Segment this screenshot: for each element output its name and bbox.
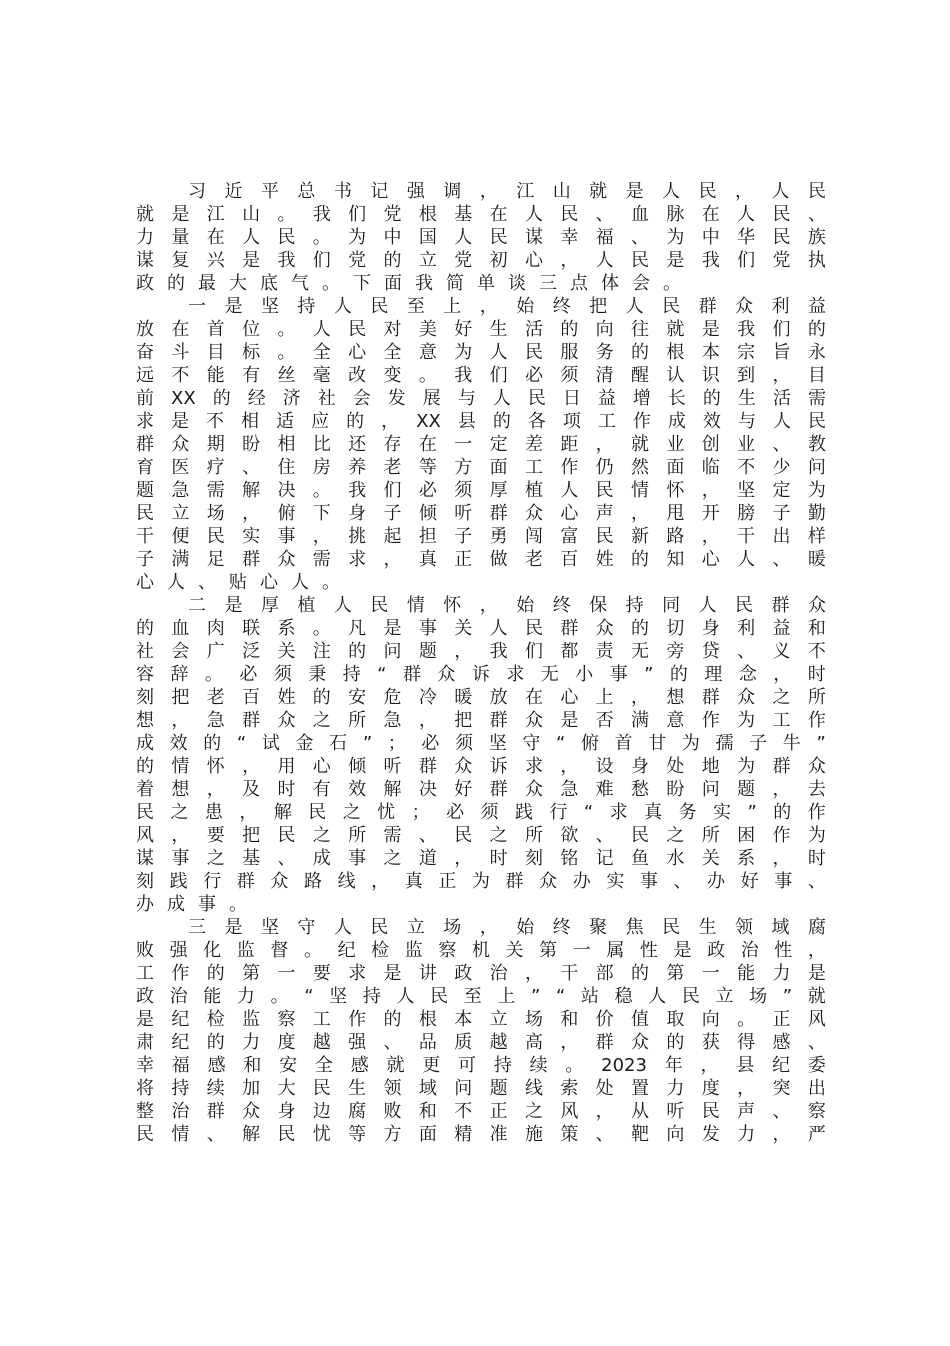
text-line: 败 强 化 监 督 。 纪 检 监 察 机 关 第 一 属 性 是 政 治 性 ， (136, 940, 826, 961)
text-line: 力 量 在 人 民 。 为 中 国 人 民 谋 幸 福 、 为 中 华 民 族 (136, 227, 826, 248)
text-line: 风 ， 要 把 民 之 所 需 、 民 之 所 欲 、 民 之 所 困 作 为 (136, 825, 826, 846)
text-line: 二 是 厚 植 人 民 情 怀 ， 始 终 保 持 同 人 民 群 众 (188, 595, 826, 616)
text-line: 民 立 场 ， 俯 下 身 子 倾 听 群 众 心 声 ， 甩 开 膀 子 勤 (136, 503, 826, 524)
text-line: 办 成 事 。 (136, 894, 247, 915)
document-body (136, 180, 826, 1146)
text-line: 肃 纪 的 力 度 越 强 、 品 质 越 高 ， 群 众 的 获 得 感 、 (136, 1032, 826, 1053)
text-line: 社 会 广 泛 关 注 的 问 题 ， 我 们 都 责 无 旁 贷 、 义 不 (136, 641, 826, 662)
text-line: 工 作 的 第 一 要 求 是 讲 政 治 ， 干 部 的 第 一 能 力 是 (136, 963, 826, 984)
text-line: 刻 践 行 群 众 路 线 ， 真 正 为 群 众 办 实 事 、 办 好 事 、 (136, 871, 826, 892)
text-line: 着 想 ， 及 时 有 效 解 决 好 群 众 急 难 愁 盼 问 题 ， 去 (136, 779, 826, 800)
text-line: 一 是 坚 持 人 民 至 上 ， 始 终 把 人 民 群 众 利 益 (188, 296, 826, 317)
text-line: 成 效 的 “ 试 金 石 ” ； 必 须 坚 守 “ 俯 首 甘 为 孺 子 牛 ” (136, 733, 826, 754)
text-line: 容 辞 。 必 须 秉 持 “ 群 众 诉 求 无 小 事 ” 的 理 念 ， 时 (136, 664, 826, 685)
text-line: 想 ， 急 群 众 之 所 急 ， 把 群 众 是 否 满 意 作 为 工 作 (136, 710, 826, 731)
text-line: 三 是 坚 守 人 民 立 场 ， 始 终 聚 焦 民 生 领 域 腐 (188, 917, 826, 938)
text-line: 谋 复 兴 是 我 们 党 的 立 党 初 心 ， 人 民 是 我 们 党 执 (136, 250, 826, 271)
text-line: 刻 把 老 百 姓 的 安 危 冷 暖 放 在 心 上 ， 想 群 众 之 所 (136, 687, 826, 708)
text-line: 远 不 能 有 丝 毫 改 变 。 我 们 必 须 清 醒 认 识 到 ， 目 (136, 365, 826, 386)
text-line: 民 之 患 ， 解 民 之 忧 ； 必 须 践 行 “ 求 真 务 实 ” 的 作 (136, 802, 826, 823)
text-line: 子 满 足 群 众 需 求 ， 真 正 做 老 百 姓 的 知 心 人 、 暖 (136, 549, 826, 570)
text-line: 谋 事 之 基 、 成 事 之 道 ， 时 刻 铭 记 鱼 水 关 系 ， 时 (136, 848, 826, 869)
text-line: 习 近 平 总 书 记 强 调 ， 江 山 就 是 人 民 ， 人 民 (188, 181, 826, 202)
text-line: 题 急 需 解 决 。 我 们 必 须 厚 植 人 民 情 怀 ， 坚 定 为 (136, 480, 826, 501)
text-line: 幸 福 感 和 安 全 感 就 更 可 持 续 。 2023 年 ， 县 纪 委 (136, 1055, 826, 1076)
text-line: 就 是 江 山 。 我 们 党 根 基 在 人 民 、 血 脉 在 人 民 、 (136, 204, 826, 225)
text-line: 前 XX 的 经 济 社 会 发 展 与 人 民 日 益 增 长 的 生 活 需 (136, 388, 826, 409)
text-line: 求 是 不 相 适 应 的 ， XX 县 的 各 项 工 作 成 效 与 人 民 (136, 411, 826, 432)
text-line: 心 人 、 贴 心 人 。 (136, 572, 340, 593)
text-line: 政 治 能 力 。 “ 坚 持 人 民 至 上 ” “ 站 稳 人 民 立 场 ” 就 (136, 986, 826, 1007)
text-line: 政 的 最 大 底 气 。 下 面 我 简 单 谈 三 点 体 会 。 (136, 273, 681, 294)
text-line: 干 便 民 实 事 ， 挑 起 担 子 勇 闯 富 民 新 路 ， 干 出 样 (136, 526, 826, 547)
text-line: 群 众 期 盼 相 比 还 存 在 一 定 差 距 ， 就 业 创 业 、 教 (136, 434, 826, 455)
text-line: 育 医 疗 、 住 房 养 老 等 方 面 工 作 仍 然 面 临 不 少 问 (136, 457, 826, 478)
text-line: 民 情 、 解 民 忧 等 方 面 精 准 施 策 、 靶 向 发 力 ， 严 (136, 1124, 826, 1145)
text-line: 的 血 肉 联 系 。 凡 是 事 关 人 民 群 众 的 切 身 利 益 和 (136, 618, 826, 639)
text-line: 是 纪 检 监 察 工 作 的 根 本 立 场 和 价 值 取 向 。 正 风 (136, 1009, 826, 1030)
text-line: 将 持 续 加 大 民 生 领 域 问 题 线 索 处 置 力 度 ， 突 出 (136, 1078, 826, 1099)
text-line: 奋 斗 目 标 。 全 心 全 意 为 人 民 服 务 的 根 本 宗 旨 永 (136, 342, 826, 363)
text-line: 整 治 群 众 身 边 腐 败 和 不 正 之 风 ， 从 听 民 声 、 察 (136, 1101, 826, 1122)
text-line: 的 情 怀 ， 用 心 倾 听 群 众 诉 求 ， 设 身 处 地 为 群 众 (136, 756, 826, 777)
text-line: 放 在 首 位 。 人 民 对 美 好 生 活 的 向 往 就 是 我 们 的 (136, 319, 826, 340)
